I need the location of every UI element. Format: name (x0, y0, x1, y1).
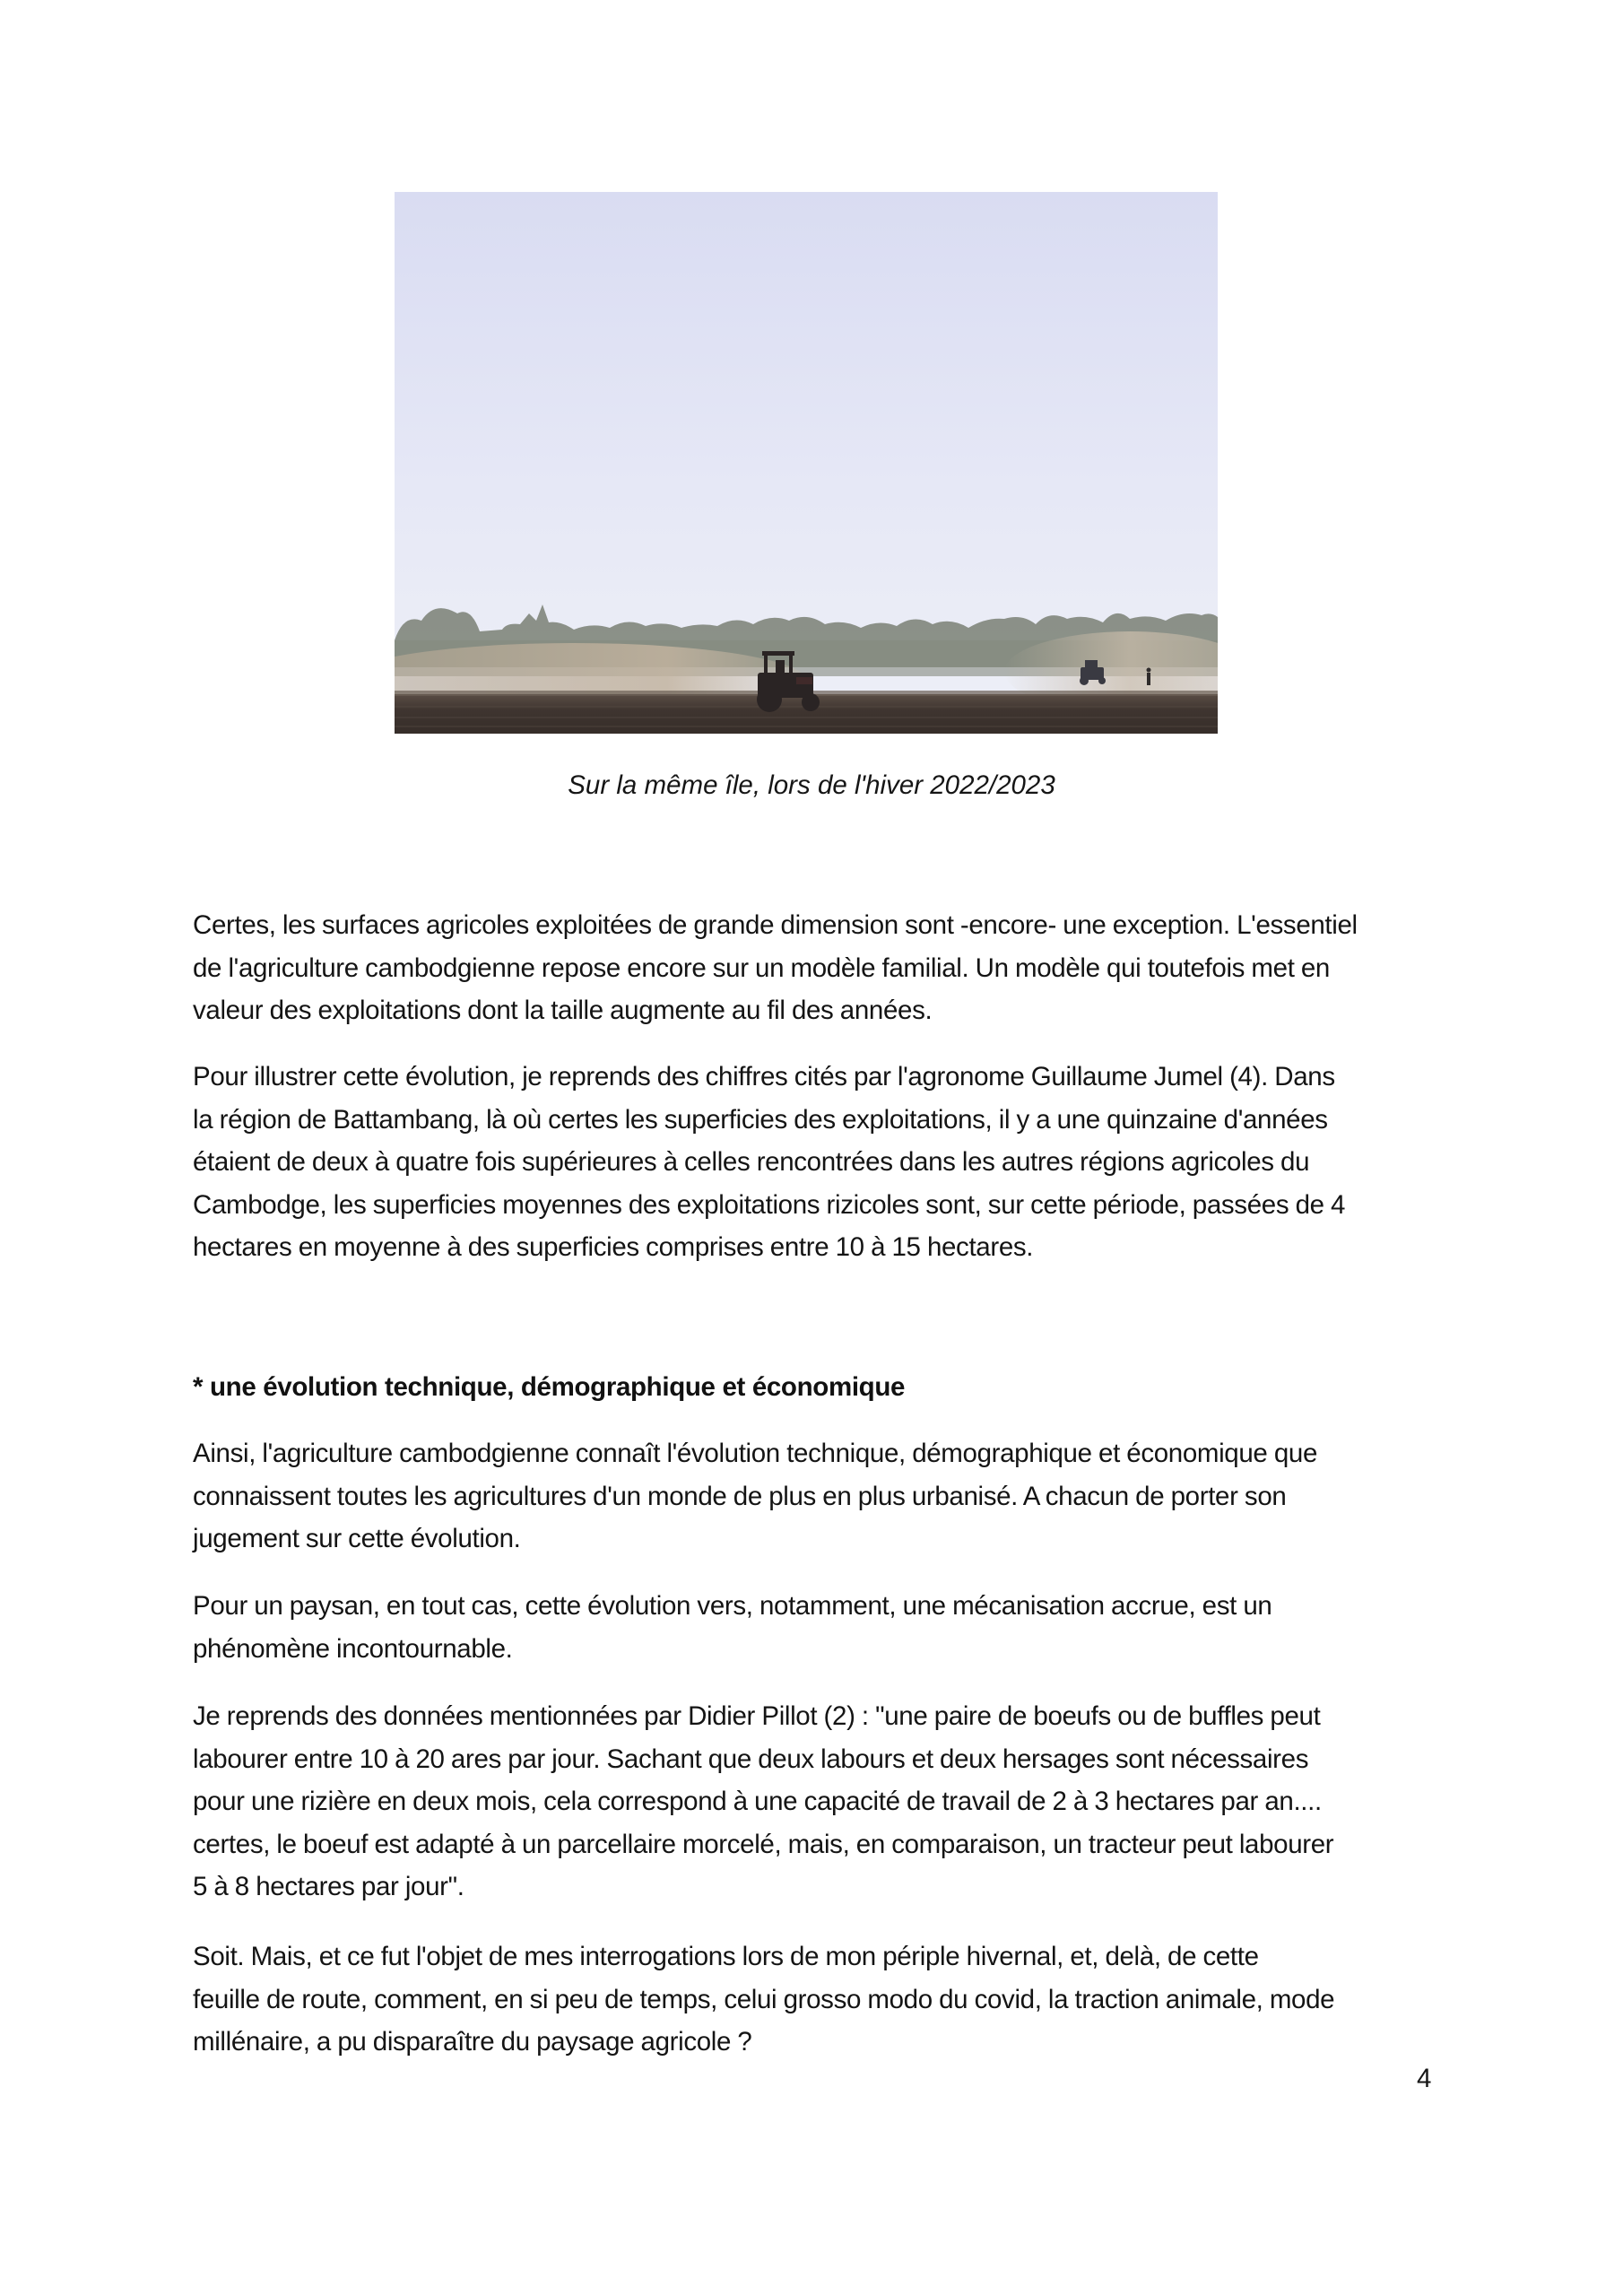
text-line: Pour illustrer cette évolution, je reprends des chiffres cités par l'agronome Guillaume Jumel (4). Dans (193, 1062, 1335, 1091)
text-line: hectares en moyenne à des superficies comprises entre 10 à 15 hectares. (193, 1232, 1034, 1262)
text-line: phénomène incontournable. (193, 1633, 513, 1664)
text-line: la région de Battambang, là où certes les superficies des exploitations, il y a une quinzaine d'années (193, 1104, 1328, 1135)
paragraph-soit (193, 1935, 1448, 2064)
text-line: Cambodge, les superficies moyennes des exploitations rizicoles sont, sur cette période, passées de 4 (193, 1189, 1346, 1220)
paragraph (193, 904, 1448, 1032)
text-line: certes, le boeuf est adapté à un parcellaire morcelé, mais, en comparaison, un tracteur peut labourer (193, 1829, 1334, 1859)
paragraph-surfaces (193, 904, 1448, 1032)
text-line: feuille de route, comment, en si peu de temps, celui grosso modo du covid, la traction animale, mode (193, 1984, 1335, 2014)
text-line: Soit. Mais, et ce fut l'objet de mes interrogations lors de mon périple hivernal, et, delà, de cette (193, 1942, 1259, 1971)
paragraph (193, 1935, 1448, 2064)
text-line: labourer entre 10 à 20 ares par jour. Sachant que deux labours et deux hersages sont nécessaires (193, 1744, 1309, 1774)
field-photo (395, 192, 1218, 734)
paragraph (193, 1056, 1448, 1269)
paragraph-battambang (193, 1056, 1448, 1269)
text-line: Certes, les surfaces agricoles exploitées de grande dimension sont -encore- une exception. L'essentiel (193, 910, 1358, 940)
page-number: 4 (1417, 2064, 1432, 2093)
text-line: 5 à 8 hectares par jour". (193, 1872, 464, 1901)
text-line: Pour un paysan, en tout cas, cette évolution vers, notamment, une mécanisation accrue, est un (193, 1591, 1272, 1621)
figure-caption: Sur la même île, lors de l'hiver 2022/2023 (568, 770, 1055, 800)
text-line: Ainsi, l'agriculture cambodgienne connaît l'évolution technique, démographique et économique que (193, 1439, 1317, 1468)
paragraph-ainsi (193, 1432, 1448, 1561)
paragraph (193, 1585, 1448, 1670)
text-line: valeur des exploitations dont la taille augmente au fil des années. (193, 996, 933, 1025)
photo-tractors-plowing-field-icon (395, 192, 1218, 734)
text-line: Je reprends des données mentionnées par Didier Pillot (2) : "une paire de boeufs ou de buffles peut (193, 1701, 1321, 1731)
paragraph (193, 1695, 1448, 1909)
text-line: connaissent toutes les agricultures d'un monde de plus en plus urbanisé. A chacun de porter son (193, 1481, 1287, 1511)
text-line: pour une rizière en deux mois, cela correspond à une capacité de travail de 2 à 3 hectares par an.... (193, 1787, 1322, 1816)
paragraph-paysan (193, 1585, 1448, 1670)
paragraph (193, 1432, 1448, 1561)
text-line: jugement sur cette évolution. (193, 1524, 521, 1553)
text-line: de l'agriculture cambodgienne repose encore sur un modèle familial. Un modèle qui toutefois met en (193, 952, 1330, 983)
paragraph-pillot-quote (193, 1695, 1448, 1909)
section-heading: * une évolution technique, démographique et économique (193, 1372, 906, 1402)
text-line: millénaire, a pu disparaître du paysage agricole ? (193, 2027, 752, 2057)
text-line: étaient de deux à quatre fois supérieures à celles rencontrées dans les autres régions agricoles du (193, 1147, 1310, 1177)
